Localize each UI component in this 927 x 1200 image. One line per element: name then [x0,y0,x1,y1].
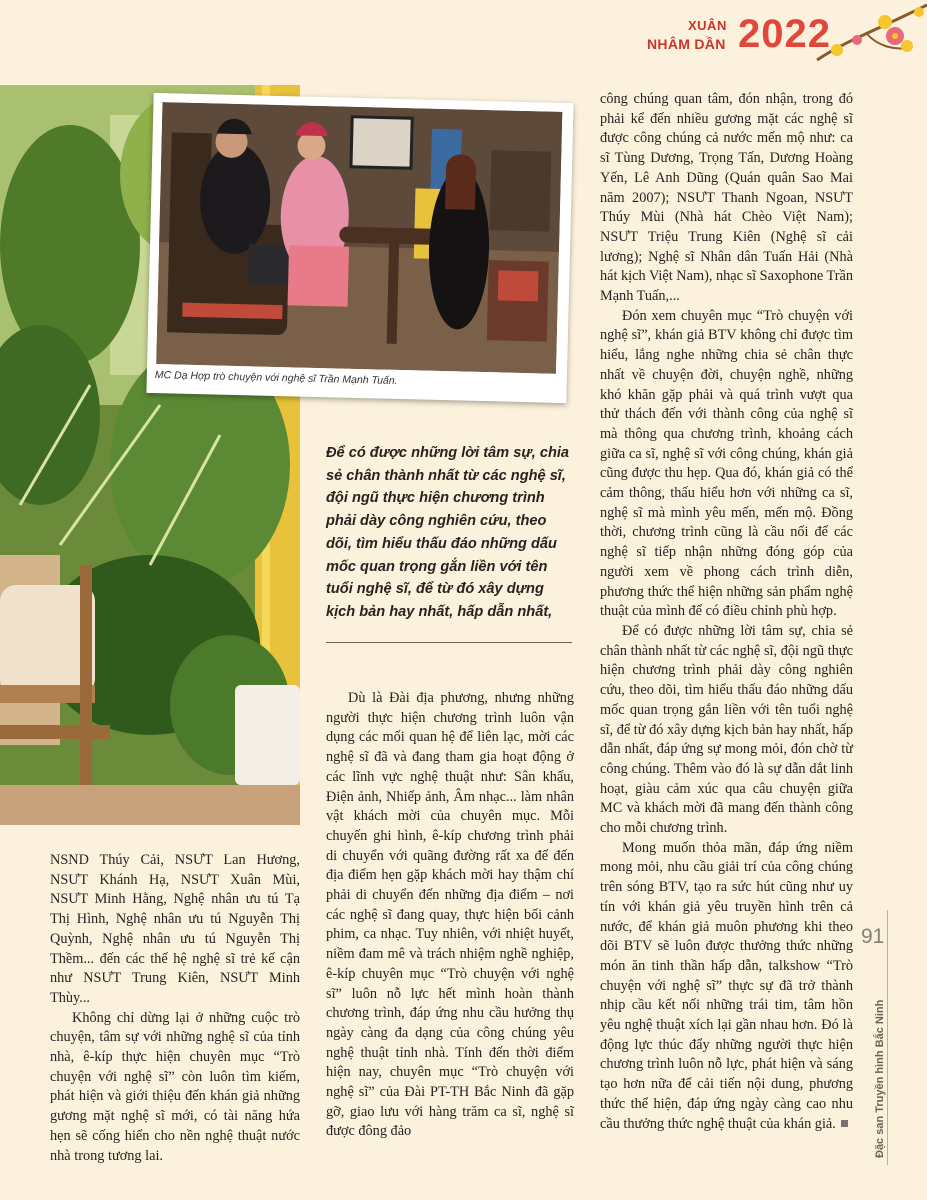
paragraph: công chúng quan tâm, đón nhận, trong đó phải kể đến nhiều gương mặt các nghệ sĩ được công chúng cả nước mến mộ như: ca sĩ Tùng Dương, Trọng Tấn, Dương Hoàng Yến, Lê Anh Dũng (Quán quân Sao Mai năm 2007); NSƯT Thanh Ngoan, NSƯT Thúy Mùi (Nhà hát Chèo Việt Nam); NSƯT Triệu Trung Kiên (Nghệ sĩ cải lương); Nghệ sĩ Nhân dân Tuấn Hải (Nhà hát kịch Việt Nam), nhạc sĩ Saxophone Trần Mạnh Tuấn,... [600,91,854,305]
paragraph: NSND Thúy Cải, NSƯT Lan Hương, NSƯT Khánh Hạ, NSƯT Xuân Mùi, NSƯT Minh Hằng, Nghệ nhân ưu tú Tạ Thị Hình, Nghệ nhân ưu tú Nguyễn Thị Quỳnh, Nghệ nhân ưu tú Nguyễn Thị Thềm... đến các thế hệ nghệ sĩ trẻ kế cận như NSƯT Trung Kiên, NSƯT Minh Thùy... [50,852,300,1006]
paragraph: Để có được những lời tâm sự, chia sẻ chân thành nhất từ các nghệ sĩ, đội ngũ thực hiện chương trình phải dày công nghiên cứu, theo dõi, tìm hiểu thấu đáo những dấu mốc quan trọng gắn liền với tên tuổi nghệ sĩ, để từ đó xây dựng kịch bản hay nhất, hấp dẫn nhất, đáp ứng sự mong mỏi, đón chờ từ công chúng. Thêm vào đó là sự dẫn dắt linh hoạt, giàu cảm xúc qua câu chuyện giữa MC và khách mời đã mang đến thành công cho mỗi chương trình. [600,622,853,837]
paragraph-last [600,839,853,1135]
header-year-name: NHÂM DẦN [647,36,726,52]
paragraph-text: Mong muốn thỏa mãn, đáp ứng niềm mong mỏi, nhu cầu giải trí của công chúng trên sóng BTV, tạo ra sức hút cũng như uy tín với khán giả yêu truyền hình trên cả nước, để khán giả muôn phương khi theo dõi BTV sẽ luôn được thưởng thức những món ăn tinh thần hấp dẫn, talkshow “Trò chuyện với nghệ sĩ” thực sự đã trở thành nhịp cầu kết nối những trái tim, tâm hồn yêu nghệ thuật xích lại gần nhau hơn. Đó là động lực thúc đẩy những người thực hiện chương trình luôn nỗ lực, phát hiện và sáng tạo hơn nữa để cải tiến nội dung, phương thức thể hiện, đáp ứng ngày càng cao nhu cầu thưởng thức nghệ thuật của khán giả. [600,839,853,1132]
photo-caption: MC Dạ Hợp trò chuyện với nghệ sĩ Trần Mạnh Tuấn. [154,369,398,387]
paragraph: Đón xem chuyên mục “Trò chuyện với nghệ sĩ”, khán giả BTV không chỉ được tìm hiểu, lắng nghe những chia sẻ chân thực nhất về chuyện đời, chuyện nghề, những khó khăn gặp phải và quá trình vượt qua thử thách đến với thành công của nghệ sĩ mà thông qua chương trình, khoảng cách giữa ca sĩ, nghệ sĩ với công chúng, khán giả cũng được thu hẹp. Qua đó, khán giả có thể cảm thông, thấu hiểu hơn với những ca sĩ, nghệ sĩ mà mình yêu mến, mến mộ. Đồng thời, chương trình cũng là cầu nối để các nghệ sĩ tiếp nhận những đóng góp của người xem về phong cách trình diễn, phương thức thể hiện những sản phẩm nghệ thuật của mình để có điều chỉnh phù hợp. [600,307,853,620]
header-year: 2022 [738,12,831,56]
publication-title: Đặc san Truyền hình Bắc Ninh [874,999,886,1158]
interview-photo [156,102,562,374]
folio-divider [887,910,888,1165]
end-mark-icon [841,1120,848,1127]
header-spring-label: XUÂN [688,18,727,33]
paragraph: Không chỉ dừng lại ở những cuộc trò chuyện, tâm sự với những nghệ sĩ của tỉnh nhà, ê-kíp thực hiện chuyên mục “Trò chuyện với nghệ sĩ” còn luôn tìm kiếm, phát hiện và giới thiệu đến khán giả những gương mặt nghệ sĩ mới, có tài năng hứa hẹn sẽ cống hiến cho nền nghệ thuật nước nhà trong tương lai. [50,1009,300,1164]
interview-photo-frame [146,93,573,403]
page-number: 91 [861,925,885,948]
article-column-middle [326,689,574,1142]
pull-quote: Để có được những lời tâm sự, chia sẻ chân thành nhất từ các nghệ sĩ, đội ngũ thực hiện chương trình phải dày công nghiên cứu, theo dõi, tìm hiểu thấu đáo những dấu mốc quan trọng gắn liền với tên tuổi nghệ sĩ, để từ đó xây dựng kịch bản hay nhất, hấp dẫn nhất, [326,445,570,620]
paragraph: Dù là Đài địa phương, nhưng những người thực hiện chương trình luôn vận dụng các mối quan hệ để liên lạc, mời các nghệ sĩ đã và đang tham gia hoạt động ở các lĩnh vực nghệ thuật như: Sân khấu, Điện ảnh, Nhiếp ảnh, Âm nhạc... làm nhân vật khách mời của chuyên mục. Mỗi chuyến ghi hình, ê-kíp chương trình phải di chuyển với quãng đường rất xa để đến địa điểm hẹn gặp khách mời hay thậm chí phải di chuyển đến những địa điểm – nơi các nghệ sĩ đang quay, thực hiện bối cảnh phim, ca nhạc. Tuy nhiên, với nhiệt huyết, niềm đam mê và trách nhiệm nghề nghiệp, ê-kíp chuyên mục “Trò chuyện với nghệ sĩ” luôn nỗ lực hết mình hoàn thành chương trình, đáp ứng nhu cầu hưởng thụ ngày càng đa dạng của công chúng yêu nghệ thuật tỉnh nhà. Tính đến thời điểm hiện nay, chuyên mục “Trò chuyện với nghệ sĩ” của Đài PT-TH Bắc Ninh đã gặp gỡ, giao lưu với hàng trăm ca sĩ, nghệ sĩ được đông đảo [326,690,574,1140]
article-column-right [600,90,853,1134]
pull-quote-divider [326,642,572,643]
article-column-left [50,851,300,1166]
